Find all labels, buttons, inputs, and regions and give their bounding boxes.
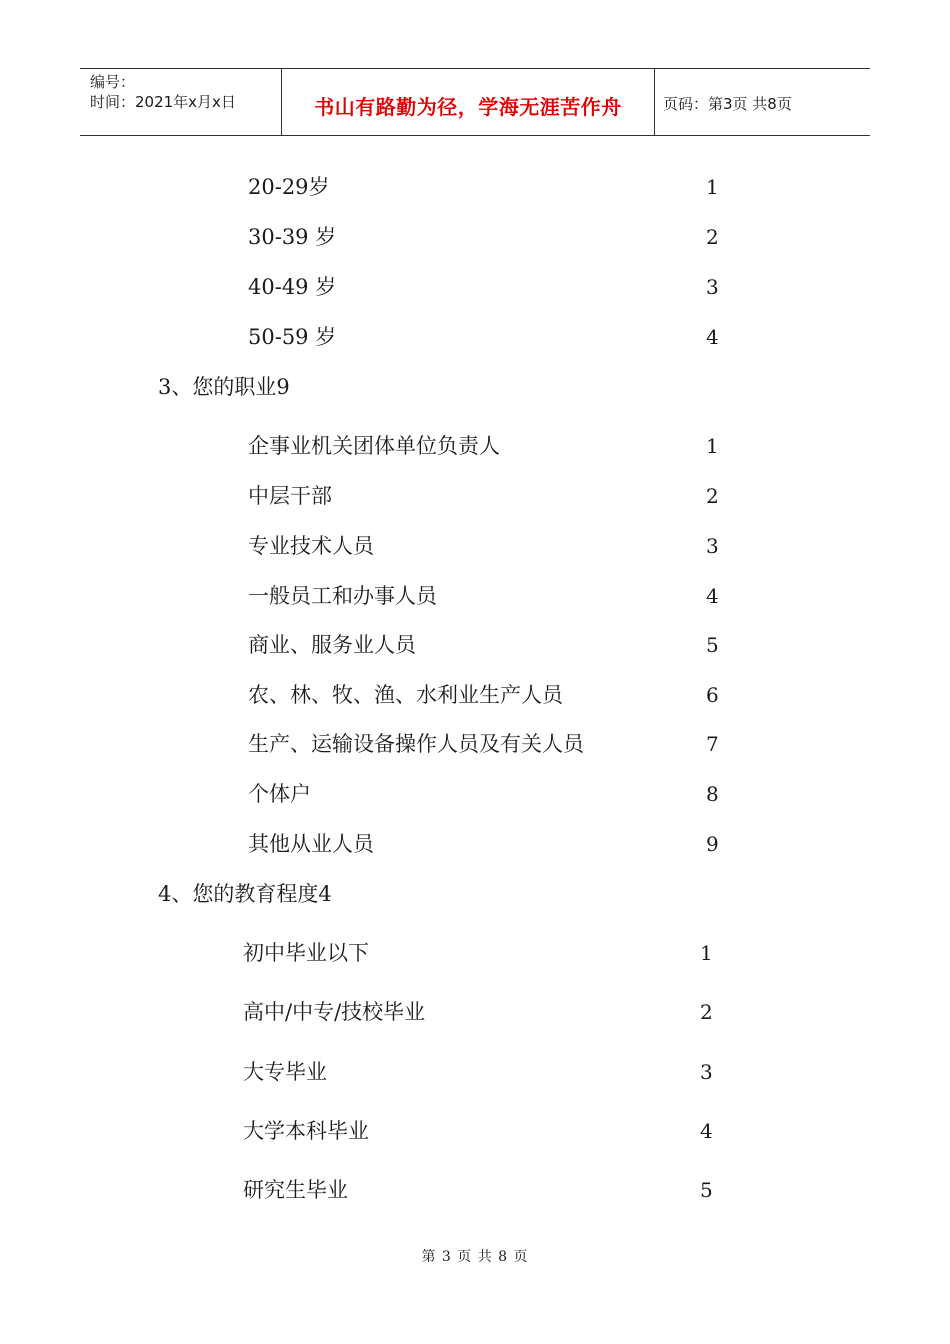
option-label: 40-49 岁: [248, 275, 337, 299]
question-4-title: 4、您的教育程度4: [158, 882, 332, 906]
date-text: 时间：2021年x月x日: [90, 93, 236, 111]
motto-text: 书山有路勤为径，学海无涯苦作舟: [314, 95, 622, 119]
serial-number-label: 编号：: [90, 73, 136, 91]
option-code: 5: [700, 1178, 713, 1202]
option-label: 大专毕业: [243, 1060, 327, 1084]
option-code: 3: [706, 534, 719, 558]
option-label: 其他从业人员: [248, 832, 374, 856]
option-label: 中层干部: [248, 484, 332, 508]
option-label: 大学本科毕业: [243, 1119, 369, 1143]
option-label: 商业、服务业人员: [248, 633, 416, 657]
option-code: 3: [700, 1060, 713, 1084]
page-info: 页码：第3页 共8页: [663, 95, 792, 113]
option-label: 高中/中专/技校毕业: [243, 1000, 426, 1024]
option-label: 50-59 岁: [248, 325, 337, 349]
question-3-title: 3、您的职业9: [158, 375, 290, 399]
option-code: 2: [700, 1000, 713, 1024]
option-code: 4: [706, 584, 719, 608]
page-header: [80, 68, 870, 136]
option-code: 9: [706, 832, 719, 856]
option-code: 4: [706, 325, 719, 349]
option-code: 1: [706, 175, 719, 199]
option-code: 4: [700, 1119, 713, 1143]
option-label: 农、林、牧、渔、水利业生产人员: [248, 683, 563, 707]
option-code: 6: [706, 683, 719, 707]
option-code: 1: [706, 434, 719, 458]
option-code: 3: [706, 275, 719, 299]
header-page-cell: [655, 69, 870, 135]
header-meta-cell: [80, 69, 282, 135]
option-label: 初中毕业以下: [243, 941, 369, 965]
option-code: 2: [706, 484, 719, 508]
option-label: 20-29岁: [248, 175, 330, 199]
option-label: 30-39 岁: [248, 225, 337, 249]
option-code: 2: [706, 225, 719, 249]
option-label: 生产、运输设备操作人员及有关人员: [248, 732, 584, 756]
page-footer: 第 3 页 共 8 页: [421, 1249, 529, 1265]
option-code: 5: [706, 633, 719, 657]
option-label: 一般员工和办事人员: [248, 584, 437, 608]
option-label: 专业技术人员: [248, 534, 374, 558]
option-label: 企事业机关团体单位负责人: [248, 434, 500, 458]
option-label: 研究生毕业: [243, 1178, 348, 1202]
option-code: 8: [706, 782, 719, 806]
option-code: 7: [706, 732, 719, 756]
header-motto-cell: [282, 69, 655, 135]
option-code: 1: [700, 941, 713, 965]
option-label: 个体户: [248, 782, 311, 806]
